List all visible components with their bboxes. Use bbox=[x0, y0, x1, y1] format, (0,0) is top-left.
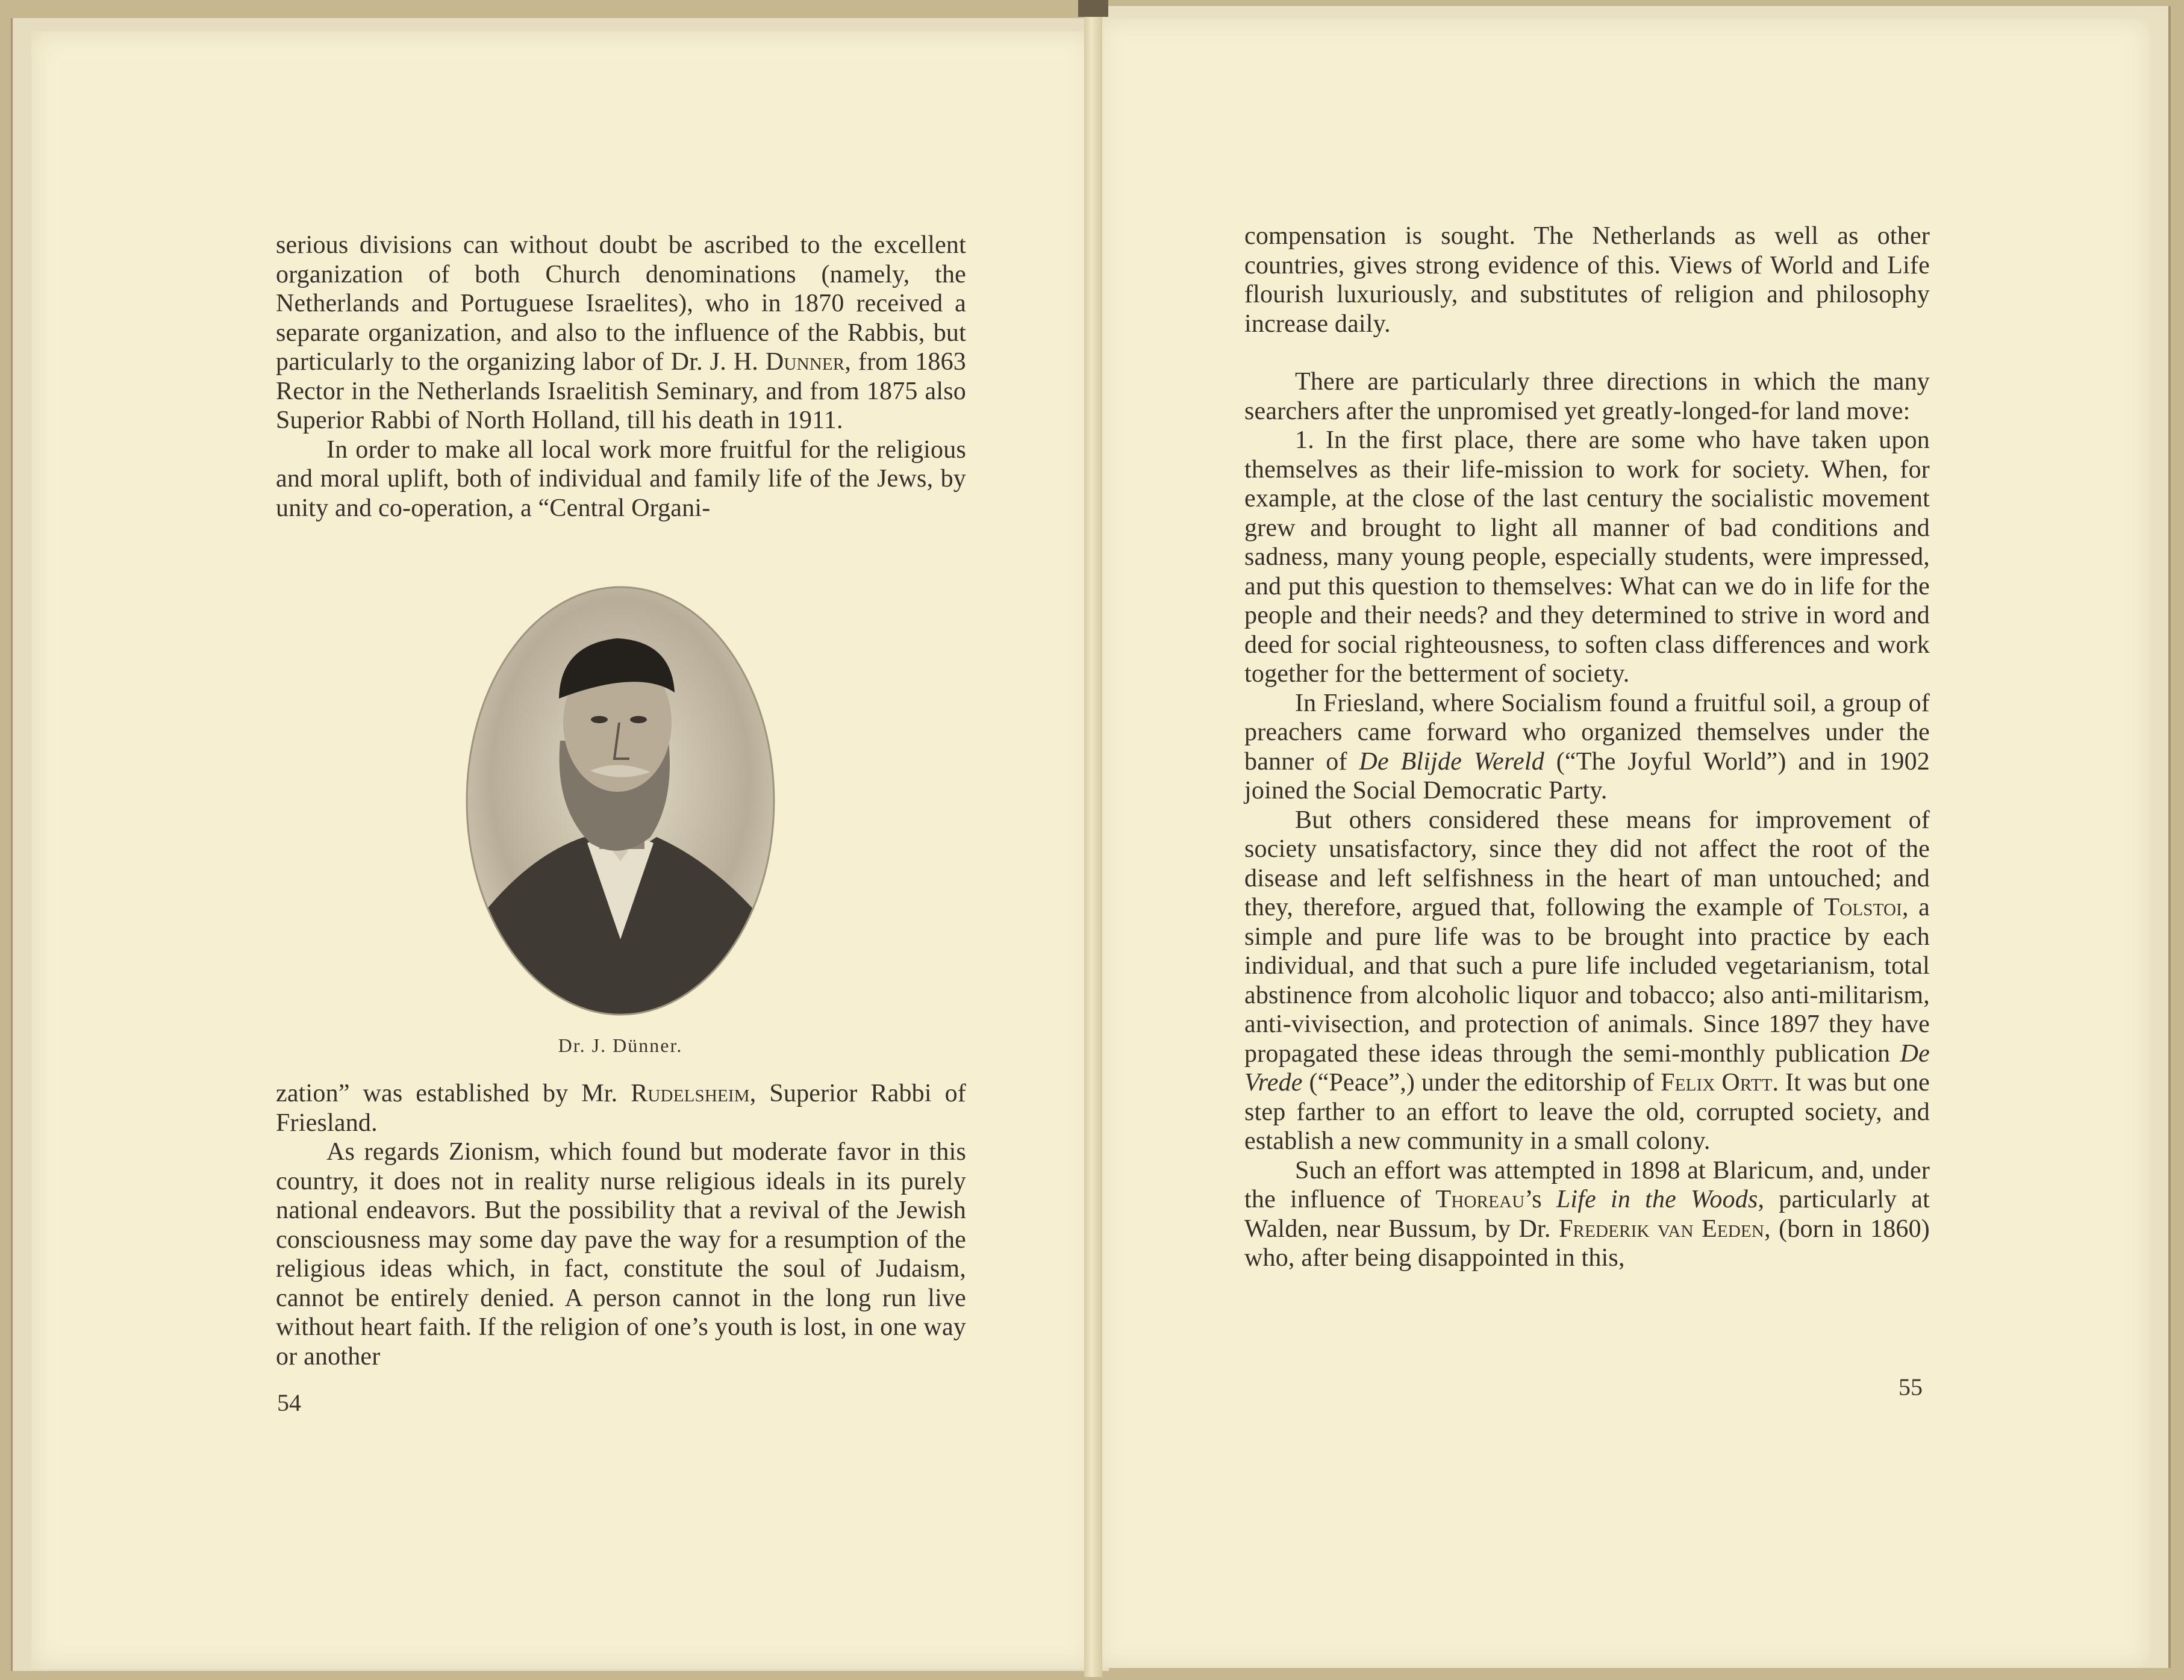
left-paragraph-2-continued bbox=[276, 1079, 966, 1137]
right-paragraph-1: compensation is sought. The Netherlands as well as other countries, gives strong evidence of this. Views of World and Life flourish luxuriously, and substitutes of religion and philosophy increase daily. bbox=[1244, 222, 1930, 338]
text-run: ’s bbox=[1524, 1186, 1542, 1213]
text-run: , (born in 1860) who, after being disappointed in this, bbox=[1244, 1215, 1930, 1272]
text-run: , from 1863 Rector in the Netherlands Israelitish Seminary, and from 1875 also Superior Rabbi of North Holland, till his death in 1911. bbox=[276, 348, 966, 434]
right-paragraph-3: 1. In the first place, there are some who have taken upon themselves as their life-mission to work for society. When, for example, at the close of the last century the socialistic movement grew and brought to light all manner of bad conditions and sadness, many young people, especially students, were impressed, and put this question to themselves: What can we do in life for the people and their needs? and they determined to strive in word and deed for social righteousness, to soften class differences and work together for the betterment of society. bbox=[1244, 426, 1930, 688]
name-van-eeden: Frederik van Eeden bbox=[1558, 1215, 1765, 1243]
text-run: In Friesland, where Socialism found a fruitful soil, a group of preachers came forward who organized themselves under the banner of bbox=[1244, 689, 1930, 776]
name-rudelsheim: Rudelsheim bbox=[631, 1080, 750, 1107]
name-tolstoi: Tolstoi bbox=[1824, 894, 1902, 921]
text-run: But others considered these means for improvement of society unsatisfactory, since they did not affect the root of the disease and left selfishness in the heart of man untouched; and they, therefore, argued that, following the example of bbox=[1244, 806, 1930, 921]
left-paragraph-1 bbox=[276, 231, 966, 435]
portrait-engraving bbox=[458, 578, 783, 1024]
name-felix-ortt: Felix Ortt bbox=[1661, 1069, 1773, 1097]
right-page-text bbox=[1244, 222, 1930, 1273]
binding-top bbox=[1078, 0, 1108, 17]
text-run: serious divisions can without doubt be ascribed to the excellent organization of both Church denominations (namely, the Netherlands and Portuguese Israelites), who in 1870 received a separate organization, and also to the influence of the Rabbis, but particularly to the organizing labor of Dr. J. H. bbox=[276, 231, 966, 376]
text-run: , Superior Rabbi of Friesland. bbox=[276, 1080, 966, 1137]
left-paragraph-3: As regards Zionism, which found but moderate favor in this country, it does not in reality nurse religious ideals in its purely national endeavors. But the possibility that a revival of the Jewish consciousness may some day pave the way for a resumption of the religious ideas which, in fact, constitute the soul of Judaism, cannot be entirely denied. A person cannot in the long run live without heart faith. If the religion of one’s youth is lost, in one way or another bbox=[276, 1138, 966, 1370]
text-run: , particularly at Walden, near Bussum, by Dr. bbox=[1244, 1186, 1930, 1243]
right-paragraph-6 bbox=[1244, 1156, 1930, 1273]
name-thoreau: Thoreau bbox=[1435, 1186, 1525, 1213]
right-paragraph-5 bbox=[1244, 806, 1930, 1156]
title-blijde-wereld: De Blijde Wereld bbox=[1359, 747, 1544, 776]
right-paragraph-2: There are particularly three directions in which the many searchers after the unpromised yet greatly-longed-for land move: bbox=[1244, 368, 1930, 425]
title-de-vrede: De Vrede bbox=[1244, 1039, 1930, 1097]
text-run: (“The Joyful World”) and in 1902 joined the Social Democratic Party. bbox=[1244, 747, 1930, 804]
text-run: Such an effort was attempted in 1898 at Blaricum, and, under the influence of bbox=[1244, 1156, 1930, 1213]
left-page-text-top bbox=[276, 231, 966, 523]
left-page-text-bottom bbox=[276, 1079, 966, 1371]
text-run: zation” was established by Mr. bbox=[276, 1080, 618, 1107]
portrait-caption: Dr. J. Dünner. bbox=[558, 1034, 683, 1056]
text-run: (“Peace”,) under the editorship of bbox=[1309, 1069, 1655, 1097]
text-run: , a simple and pure life was to be brought into practice by each individual, and that such a pure life included vegetarianism, total abstinence from alcoholic liquor and tobacco; also anti-militarism, anti-vivisection, and protection of animals. Since 1897 they have propagated these ideas through the semi-monthly publication bbox=[1244, 894, 1930, 1068]
portrait-illustration bbox=[458, 578, 783, 1024]
name-dunner: Dunner bbox=[765, 348, 845, 376]
title-life-in-the-woods: Life in the Woods bbox=[1556, 1186, 1758, 1213]
page-number-left: 54 bbox=[277, 1389, 301, 1416]
text-run: . It was but one step farther to an effort to leave the old, corrupted society, and establish a new community in a small colony. bbox=[1244, 1069, 1930, 1155]
book-gutter bbox=[1084, 12, 1102, 1677]
left-paragraph-2: In order to make all local work more fruitful for the religious and moral uplift, both of individual and family life of the Jews, by unity and co-operation, a “Central Organi- bbox=[276, 435, 966, 522]
right-paragraph-4 bbox=[1244, 689, 1930, 806]
page-number-right: 55 bbox=[1899, 1374, 1923, 1401]
